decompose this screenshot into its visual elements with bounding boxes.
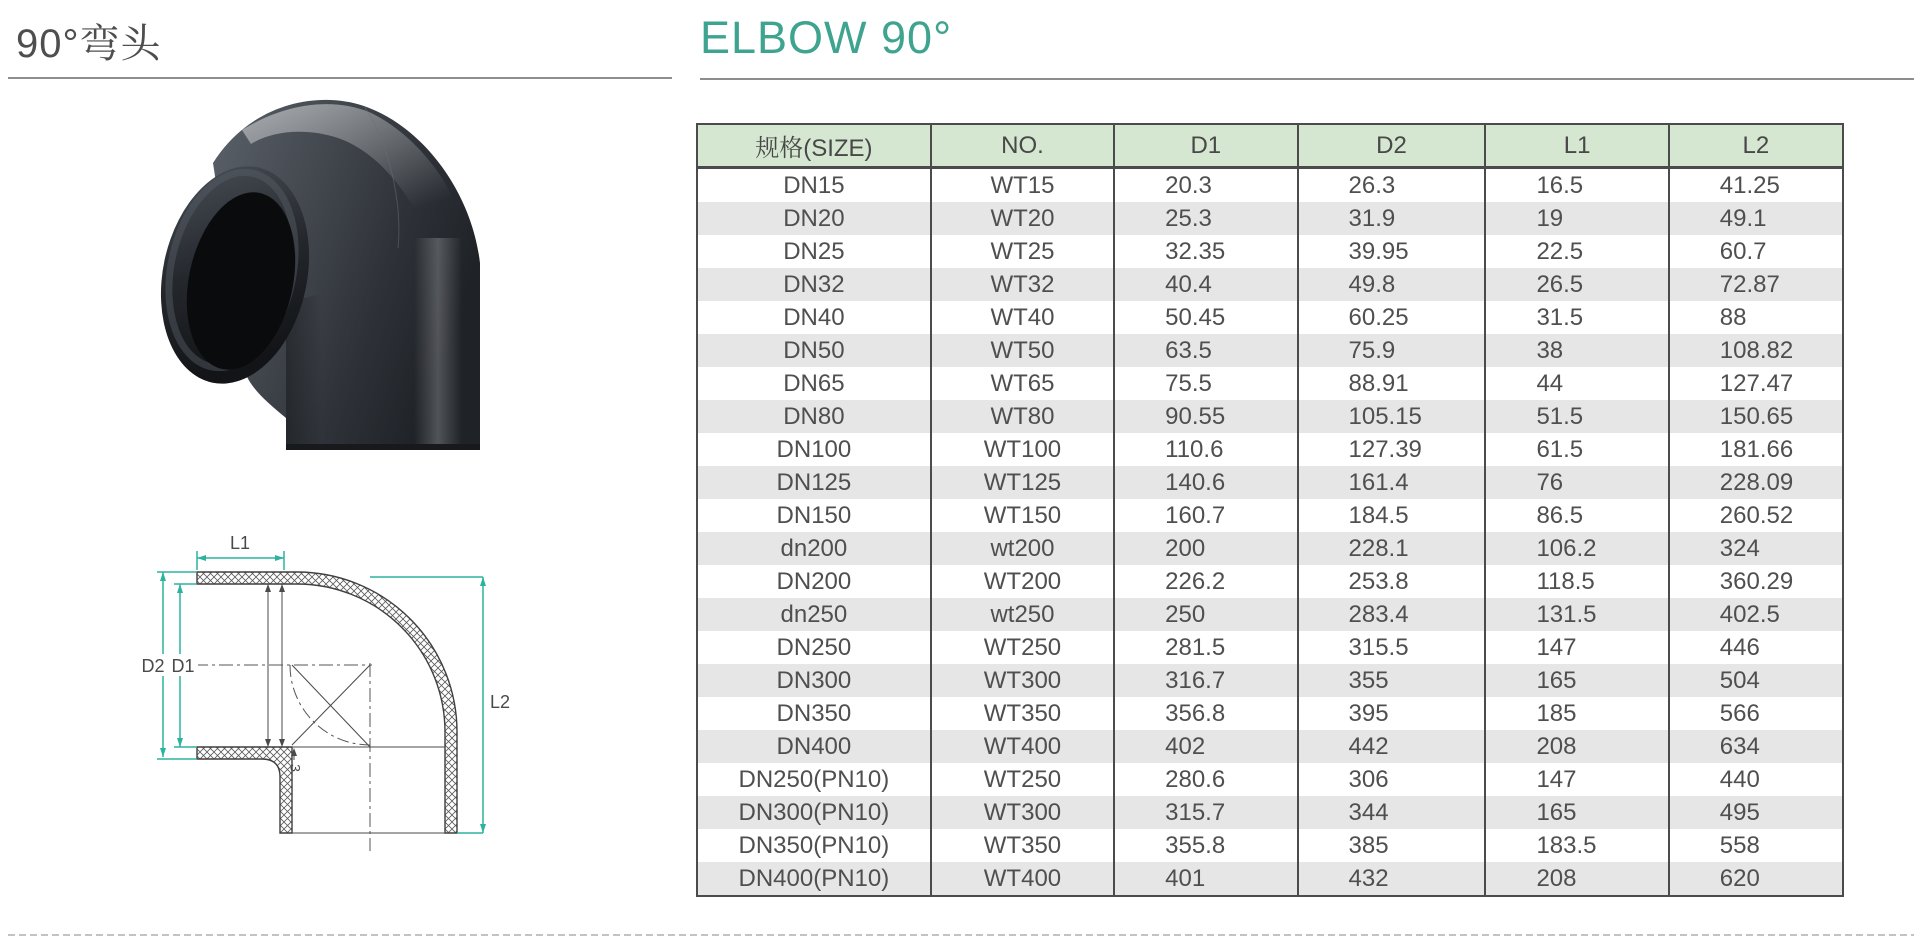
table-cell: DN25: [697, 235, 931, 268]
footer-divider: [8, 934, 1914, 936]
table-cell: WT150: [931, 499, 1114, 532]
table-cell: 402.5: [1669, 598, 1843, 631]
table-cell: 60.25: [1298, 301, 1486, 334]
table-cell: WT20: [931, 202, 1114, 235]
table-cell: 105.15: [1298, 400, 1486, 433]
table-cell: DN50: [697, 334, 931, 367]
table-cell: 106.2: [1485, 532, 1668, 565]
table-row: [697, 433, 1843, 466]
table-cell: 432: [1298, 862, 1486, 896]
dim-arrow: [177, 738, 183, 747]
table-cell: 356.8: [1114, 697, 1297, 730]
table-cell: 315.5: [1298, 631, 1486, 664]
table-cell: DN125: [697, 466, 931, 499]
table-cell: 90.55: [1114, 400, 1297, 433]
table-row: [697, 796, 1843, 829]
table-cell: 446: [1669, 631, 1843, 664]
table-cell: 208: [1485, 730, 1668, 763]
table-row: [697, 268, 1843, 301]
table-header-row: [697, 124, 1843, 168]
table-cell: WT100: [931, 433, 1114, 466]
table-cell: 31.9: [1298, 202, 1486, 235]
table-cell: 20.3: [1114, 168, 1297, 203]
table-row: [697, 631, 1843, 664]
table-cell: 75.5: [1114, 367, 1297, 400]
table-row: [697, 168, 1843, 203]
table-cell: 61.5: [1485, 433, 1668, 466]
table-cell: WT32: [931, 268, 1114, 301]
table-cell: 634: [1669, 730, 1843, 763]
spec-table-head: [697, 124, 1843, 168]
table-cell: 228.1: [1298, 532, 1486, 565]
table-cell: DN400(PN10): [697, 862, 931, 896]
table-cell: 39.95: [1298, 235, 1486, 268]
table-cell: 26.3: [1298, 168, 1486, 203]
table-cell: 558: [1669, 829, 1843, 862]
table-cell: WT350: [931, 697, 1114, 730]
table-cell: DN32: [697, 268, 931, 301]
table-cell: 88: [1669, 301, 1843, 334]
table-cell: WT50: [931, 334, 1114, 367]
table-cell: 281.5: [1114, 631, 1297, 664]
table-cell: 566: [1669, 697, 1843, 730]
wall-inner-band: [197, 747, 292, 833]
table-row: [697, 730, 1843, 763]
table-row: [697, 664, 1843, 697]
table-cell: 108.82: [1669, 334, 1843, 367]
table-row: [697, 235, 1843, 268]
product-photo-elbow: [92, 88, 504, 460]
table-row: [697, 367, 1843, 400]
table-cell: 127.47: [1669, 367, 1843, 400]
table-cell: 228.09: [1669, 466, 1843, 499]
table-cell: 140.6: [1114, 466, 1297, 499]
table-cell: 44: [1485, 367, 1668, 400]
table-cell: 316.7: [1114, 664, 1297, 697]
table-cell: WT300: [931, 796, 1114, 829]
spec-table-body: [697, 168, 1843, 897]
table-cell: 185: [1485, 697, 1668, 730]
table-cell: 16.5: [1485, 168, 1668, 203]
dim-arrow: [177, 584, 183, 593]
table-cell: 60.7: [1669, 235, 1843, 268]
dim-arrow: [275, 555, 284, 561]
table-cell: 385: [1298, 829, 1486, 862]
table-cell: 131.5: [1485, 598, 1668, 631]
dim-arrow: [160, 748, 166, 757]
dim-label-l1: L1: [229, 533, 251, 553]
table-cell: DN100: [697, 433, 931, 466]
table-cell: 442: [1298, 730, 1486, 763]
table-cell: wt200: [931, 532, 1114, 565]
table-cell: 260.52: [1669, 499, 1843, 532]
table-cell: 280.6: [1114, 763, 1297, 796]
table-cell: 355.8: [1114, 829, 1297, 862]
table-cell: 127.39: [1298, 433, 1486, 466]
table-cell: WT25: [931, 235, 1114, 268]
wall-thickness-label: 3: [287, 764, 304, 772]
table-cell: DN65: [697, 367, 931, 400]
table-cell: 161.4: [1298, 466, 1486, 499]
table-row: [697, 598, 1843, 631]
table-cell: DN250: [697, 631, 931, 664]
table-cell: 283.4: [1298, 598, 1486, 631]
table-cell: 620: [1669, 862, 1843, 896]
table-cell: WT80: [931, 400, 1114, 433]
table-cell: WT250: [931, 763, 1114, 796]
dim-arrow: [197, 555, 206, 561]
dim-label-l2: L2: [490, 692, 511, 712]
table-cell: 32.35: [1114, 235, 1297, 268]
table-cell: DN200: [697, 565, 931, 598]
table-cell: DN300: [697, 664, 931, 697]
table-cell: 31.5: [1485, 301, 1668, 334]
table-row: [697, 301, 1843, 334]
table-cell: 147: [1485, 631, 1668, 664]
table-cell: 75.9: [1298, 334, 1486, 367]
table-cell: 41.25: [1669, 168, 1843, 203]
table-cell: 40.4: [1114, 268, 1297, 301]
table-cell: DN20: [697, 202, 931, 235]
table-cell: WT200: [931, 565, 1114, 598]
table-cell: 355: [1298, 664, 1486, 697]
table-cell: DN150: [697, 499, 931, 532]
table-cell: 200: [1114, 532, 1297, 565]
table-cell: 147: [1485, 763, 1668, 796]
dim-arrow: [160, 572, 166, 581]
page-title-chinese: 90°弯头: [16, 22, 162, 66]
table-cell: 25.3: [1114, 202, 1297, 235]
table-cell: DN250(PN10): [697, 763, 931, 796]
table-cell: 504: [1669, 664, 1843, 697]
table-cell: 76: [1485, 466, 1668, 499]
table-cell: 183.5: [1485, 829, 1668, 862]
table-cell: 150.65: [1669, 400, 1843, 433]
spec-table: [696, 123, 1844, 897]
table-cell: 402: [1114, 730, 1297, 763]
table-cell: 49.8: [1298, 268, 1486, 301]
table-cell: 165: [1485, 796, 1668, 829]
table-cell: WT65: [931, 367, 1114, 400]
dim-label-d2: D2: [141, 656, 165, 676]
mark-arrow: [265, 584, 271, 592]
table-cell: dn250: [697, 598, 931, 631]
table-cell: 184.5: [1298, 499, 1486, 532]
table-row: [697, 466, 1843, 499]
table-cell: WT400: [931, 862, 1114, 896]
table-row: [697, 532, 1843, 565]
table-row: [697, 697, 1843, 730]
table-cell: 72.87: [1669, 268, 1843, 301]
table-row: [697, 499, 1843, 532]
table-cell: 19: [1485, 202, 1668, 235]
table-cell: 51.5: [1485, 400, 1668, 433]
table-row: [697, 829, 1843, 862]
table-cell: 118.5: [1485, 565, 1668, 598]
table-row: [697, 565, 1843, 598]
table-cell: 324: [1669, 532, 1843, 565]
title-rule-right: [700, 78, 1914, 80]
table-cell: DN300(PN10): [697, 796, 931, 829]
table-cell: 306: [1298, 763, 1486, 796]
table-cell: 344: [1298, 796, 1486, 829]
table-cell: 208: [1485, 862, 1668, 896]
table-row: [697, 763, 1843, 796]
table-cell: DN80: [697, 400, 931, 433]
dim-arrow: [480, 577, 486, 586]
dim-arrow: [480, 824, 486, 833]
table-cell: 50.45: [1114, 301, 1297, 334]
table-cell: DN15: [697, 168, 931, 203]
table-cell: 253.8: [1298, 565, 1486, 598]
table-cell: DN400: [697, 730, 931, 763]
table-cell: WT350: [931, 829, 1114, 862]
mark-arrow: [279, 584, 285, 592]
table-cell: wt250: [931, 598, 1114, 631]
column-header-2: D1: [1114, 124, 1297, 168]
table-cell: 88.91: [1298, 367, 1486, 400]
pipe-right-highlight: [414, 238, 462, 450]
table-cell: 49.1: [1669, 202, 1843, 235]
table-cell: 38: [1485, 334, 1668, 367]
table-cell: 110.6: [1114, 433, 1297, 466]
table-cell: 165: [1485, 664, 1668, 697]
table-cell: WT300: [931, 664, 1114, 697]
table-row: [697, 202, 1843, 235]
column-header-0: 规格(SIZE): [697, 124, 931, 168]
table-cell: WT40: [931, 301, 1114, 334]
table-cell: DN40: [697, 301, 931, 334]
table-row: [697, 862, 1843, 896]
table-cell: 440: [1669, 763, 1843, 796]
column-header-3: D2: [1298, 124, 1486, 168]
table-cell: 86.5: [1485, 499, 1668, 532]
table-cell: 63.5: [1114, 334, 1297, 367]
table-cell: 395: [1298, 697, 1486, 730]
column-header-4: L1: [1485, 124, 1668, 168]
table-cell: dn200: [697, 532, 931, 565]
table-cell: 226.2: [1114, 565, 1297, 598]
table-cell: 160.7: [1114, 499, 1297, 532]
dim-label-d1: D1: [171, 656, 195, 676]
table-cell: WT125: [931, 466, 1114, 499]
table-cell: DN350(PN10): [697, 829, 931, 862]
column-header-1: NO.: [931, 124, 1114, 168]
table-cell: 181.66: [1669, 433, 1843, 466]
technical-drawing: [130, 430, 550, 870]
table-cell: 401: [1114, 862, 1297, 896]
table-cell: DN350: [697, 697, 931, 730]
table-cell: WT250: [931, 631, 1114, 664]
table-cell: 315.7: [1114, 796, 1297, 829]
mark-arrow: [265, 739, 271, 747]
mark-arrow: [279, 739, 285, 747]
table-row: [697, 400, 1843, 433]
table-cell: WT15: [931, 168, 1114, 203]
title-rule-left: [8, 77, 672, 79]
table-cell: 495: [1669, 796, 1843, 829]
table-row: [697, 334, 1843, 367]
column-header-5: L2: [1669, 124, 1843, 168]
table-cell: 22.5: [1485, 235, 1668, 268]
table-cell: 360.29: [1669, 565, 1843, 598]
page-title-english: ELBOW 90°: [700, 12, 953, 63]
table-cell: WT400: [931, 730, 1114, 763]
table-cell: 26.5: [1485, 268, 1668, 301]
table-cell: 250: [1114, 598, 1297, 631]
